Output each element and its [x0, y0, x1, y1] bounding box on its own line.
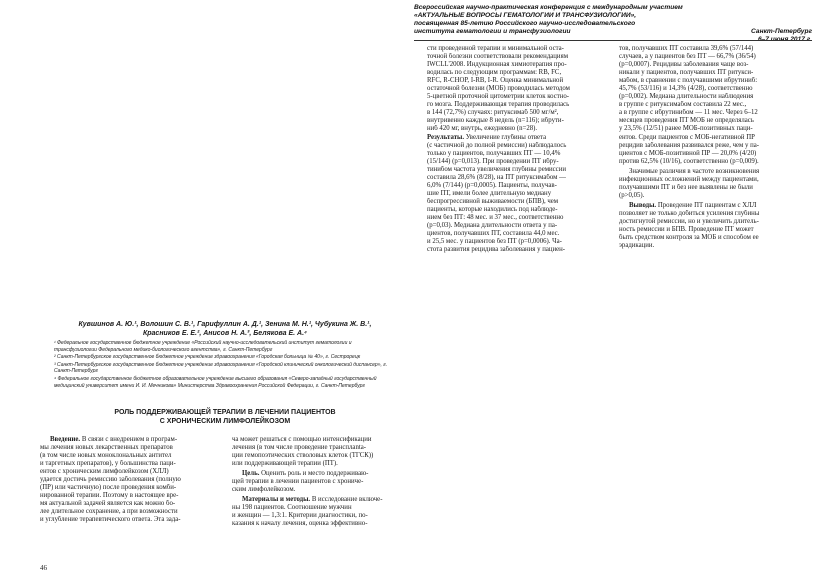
run-in-heading: Выводы. [629, 201, 657, 209]
left-column-1 [40, 436, 220, 525]
text-line: рецидив заболевания развивался реже, чем у па- [619, 141, 760, 149]
text-line: (с частичной до полной ремиссии) наблюдалось [427, 141, 567, 149]
text-line: и женщин — 1,3:1. Критерии диагностики, по- [232, 512, 368, 520]
text-line: IWCLL'2008. Индукционная химиотерапия про- [427, 61, 567, 69]
text-line: Цель. Оценить роль и место поддерживаю- [242, 470, 369, 478]
text-line: ентов с хроническим лимфолейкозом (ХЛЛ) [40, 468, 169, 476]
title-line-2: С ХРОНИЧЕСКИМ ЛИМФОЛЕЙКОЗОМ [159, 418, 291, 425]
text-line: 5-цветной проточной цитометрии клеток костно- [427, 93, 570, 101]
authors [40, 320, 410, 338]
title-line-1: РОЛЬ ПОДДЕРЖИВАЮЩЕЙ ТЕРАПИИ В ЛЕЧЕНИИ ПАЦИЕНТОВ [114, 409, 336, 416]
text-line: тов, получавших ПТ составила 39,6% (57/144) [619, 45, 754, 52]
text-line: (p=0,0007). Рецидивы заболевания чаще воз- [619, 61, 749, 69]
text-line: Результаты. Увеличение глубины ответа [427, 133, 547, 141]
text-line: ским лимфолейкозом. [232, 486, 296, 494]
run-in-heading: Цель. [242, 470, 260, 478]
affiliation-item: ³ Санкт-Петербургское государственное бюджетное учреждение здравоохранения «Городской клинический онкологический диспансер», г. Санкт-Петербург [54, 361, 388, 375]
text-line: быть средством контроля за МОБ и способом ее [619, 234, 759, 242]
text-line: мы лечения новых лекарственных препаратов [40, 444, 173, 452]
run-in-heading: Результаты. [427, 133, 465, 141]
text-line: тинибом частота увеличения глубины ремиссии [427, 165, 566, 173]
paragraph [619, 168, 803, 200]
text-line: циентов с МОБ-позитивной ПР — 20,0% (4/20) [619, 149, 757, 157]
text-line: Введение. В связи с внедрением в програм- [50, 436, 178, 443]
text-line: инфекционных осложнений между пациентами, [619, 175, 759, 183]
text-line: внутривенно каждые 8 недель (n=116); ибрути- [427, 117, 564, 125]
text-line: Материалы и методы. В исследование включе- [242, 496, 383, 504]
text-line: шие ПТ, имели более длительную медиану [427, 189, 552, 197]
text-line: лечения (в том числе проведение трансплanta- [232, 444, 367, 452]
text-line: эрадикации. [619, 242, 655, 250]
text-line: ча может решаться с помощью интенсификации [232, 436, 372, 443]
text-line: у 23,5% (12/51) ранее МОБ-позитивных паци- [619, 125, 753, 133]
affiliation-item: ⁴ Федеральное государственное бюджетное образовательное учреждение высшего образования «Северо-западный государственный медицинский университет имени И. И. Мечникова» Министерства Здравоохранения Российской Федерации, г. Санкт-Петербург [54, 375, 377, 389]
page-number: 46 [40, 564, 47, 572]
text-line: пациенты, которые находились под наблюде- [427, 205, 558, 213]
text-line: позволяет не только добиться усиления глубины [619, 209, 760, 217]
text-line: (в том числе новых моноклональных антител [40, 452, 172, 460]
text-line: стота развития рецидива заболевания у пациен- [427, 246, 566, 254]
header-city-date [751, 28, 812, 44]
text-line: мабом, в сравнении с получавшими ибрутиниб: [619, 77, 758, 85]
text-line: лее длительное сохранение, а при возможности [40, 508, 178, 516]
article-title [40, 408, 410, 426]
right-column-1 [427, 45, 607, 254]
right-column-2 [619, 45, 803, 250]
paragraph [427, 45, 607, 254]
text-line: нированной терапии. Поэтому в настоящее вре- [40, 492, 179, 500]
header-rule [414, 40, 812, 41]
run-in-heading: Введение. [50, 436, 81, 443]
text-line: (p>0,05). [619, 191, 645, 199]
text-line: точной болезни соответствовали рекомендациям [427, 53, 568, 61]
text-line: только у пациентов, получавших ПТ — 10,4% [427, 149, 561, 157]
paragraph [619, 45, 803, 166]
text-line: (15/144) (p=0,013). При проведении ПТ ибру- [427, 157, 559, 165]
affiliation-item: ¹ Федеральное государственное бюджетное учреждение «Российский научно-исследовательский институт гематологии и трансфузиологии Федерального медико-биологического агентства», г. Санкт-Петербург [54, 340, 352, 353]
affiliation-item: ² Санкт-Петербургское государственное бюджетное учреждение здравоохранения «Городская больница № 40», г. Сестрорецк [54, 354, 361, 361]
run-in-heading: Материалы и методы. [242, 496, 311, 504]
paragraph [232, 470, 412, 494]
text-line: Значимые различия в частоте возникновения [629, 167, 760, 175]
text-line: и углубление терапевтического ответа. Эта зада- [40, 516, 181, 524]
paragraph [232, 496, 412, 528]
header-line-4: института гематологии и трансфузиологии [414, 28, 571, 35]
header-line-3: посвященная 85-летию Российского научно-исследовательского [414, 20, 636, 27]
text-line: (p=0,002). Медиана длительности наблюдения [619, 93, 754, 101]
text-line: ны 198 пациентов. Соотношение мужчин [232, 504, 352, 512]
text-line: а в группе с ибрутинибом — 11 мес. Через 6–12 [619, 109, 758, 117]
text-line: сти проведенной терапии и минимальной оста- [427, 45, 564, 52]
text-line: остаточной болезни (МОБ) проводилась методом [427, 85, 570, 93]
text-line: го мозга. Поддерживающая терапия проводилась [427, 101, 570, 109]
text-line: Выводы. Проведение ПТ пациентам с ХЛЛ [629, 201, 757, 209]
text-line: месяцев проведения ПТ МОБ не определялась [619, 117, 754, 125]
text-line: ции гемопоэтических стволовых клеток (ТГСК)) [232, 452, 374, 460]
authors-line-1: Кувшинов А. Ю.¹, Волошин С. В.¹, Гарифуллин А. Д.¹, Зенина М. Н.¹, Чубукина Ж. В.¹, [78, 321, 372, 328]
left-column-2 [232, 436, 412, 529]
text-line: удается достичь ремиссию заболевания (полную [40, 476, 181, 484]
text-line: в группе с ритуксимабом составила 22 мес., [619, 101, 747, 109]
text-line: ность ремиссии и БПВ. Проведение ПТ может [619, 226, 754, 234]
text-line: и 25,5 мес. у пациентов без ПТ (p=0,0006). Ча- [427, 238, 562, 246]
text-line: беспрогрессивной выживаемости (БПВ), чем [427, 197, 559, 205]
paragraph [619, 202, 803, 250]
text-line: 6,0% (7/144) (p=0,0005). Пациенты, получав- [427, 181, 557, 189]
header-city: Санкт-Петербург [751, 28, 812, 35]
text-line: составила 28,6% (8/28), на ПТ ритуксимабом — [427, 173, 566, 181]
text-line: циентов, получавших ПТ, составила 44,0 мес. [427, 230, 560, 238]
text-line: (ПР) или частичную) после проведения комби- [40, 484, 177, 492]
text-line: RFC, R-CHOP, I-RB, I-R. Оценка минимальной [427, 77, 564, 85]
text-line: казания к началу лечения, оценка эффективно- [232, 520, 368, 528]
header-line-2: «АКТУАЛЬНЫЕ ВОПРОСЫ ГЕМАТОЛОГИИ И ТРАНСФУЗИОЛОГИИ», [414, 12, 637, 19]
affiliations [54, 340, 394, 390]
text-line: (p=0,03). Медиана длительности ответа у па- [427, 222, 558, 230]
text-line: мя актуальной задачей является как можно бо- [40, 500, 176, 508]
paragraph [232, 436, 412, 468]
authors-line-2: Красников Е. Е.², Анисов Н. А.³, Белякова Е. А.⁴ [142, 330, 308, 337]
text-line: против 62,5% (10/16), соответственно (p=0,009). [619, 157, 759, 165]
text-line: и таргетных препаратов), у большинства паци- [40, 460, 176, 468]
header-line-1: Всероссийская научно-практическая конференция с международным участием [414, 4, 683, 11]
paragraph [40, 436, 220, 525]
text-line: 45,7% (53/116) и 14,3% (4/28), соответственно [619, 85, 753, 93]
text-line: ентов. Среди пациентов с МОБ-негативной ПР [619, 133, 755, 141]
text-line: в 144 (72,7%) случаях: ритуксимаб 500 мг/м², [427, 109, 559, 117]
text-line: водилась по следующим программам: RB, FC, [427, 69, 562, 77]
conference-header [414, 4, 812, 36]
text-line: никали у пациентов, получавших ПТ ритукси- [619, 69, 754, 77]
text-line: или поддерживающей терапии (ПТ). [232, 460, 338, 468]
text-line: достигнутой ремиссии, но и увеличить длитель- [619, 217, 759, 225]
text-line: нием без ПТ: 48 мес. и 37 мес., соответственно [427, 213, 564, 221]
text-line: щей терапии в лечении пациентов с хрониче- [232, 478, 364, 486]
text-line: получавшими ПТ и без нее выявлены не были [619, 183, 753, 191]
text-line: ниб 420 мг, внутрь, ежедневно (n=28). [427, 125, 538, 133]
text-line: случаев, а у пациентов без ПТ — 66,7% (36/54) [619, 53, 756, 61]
